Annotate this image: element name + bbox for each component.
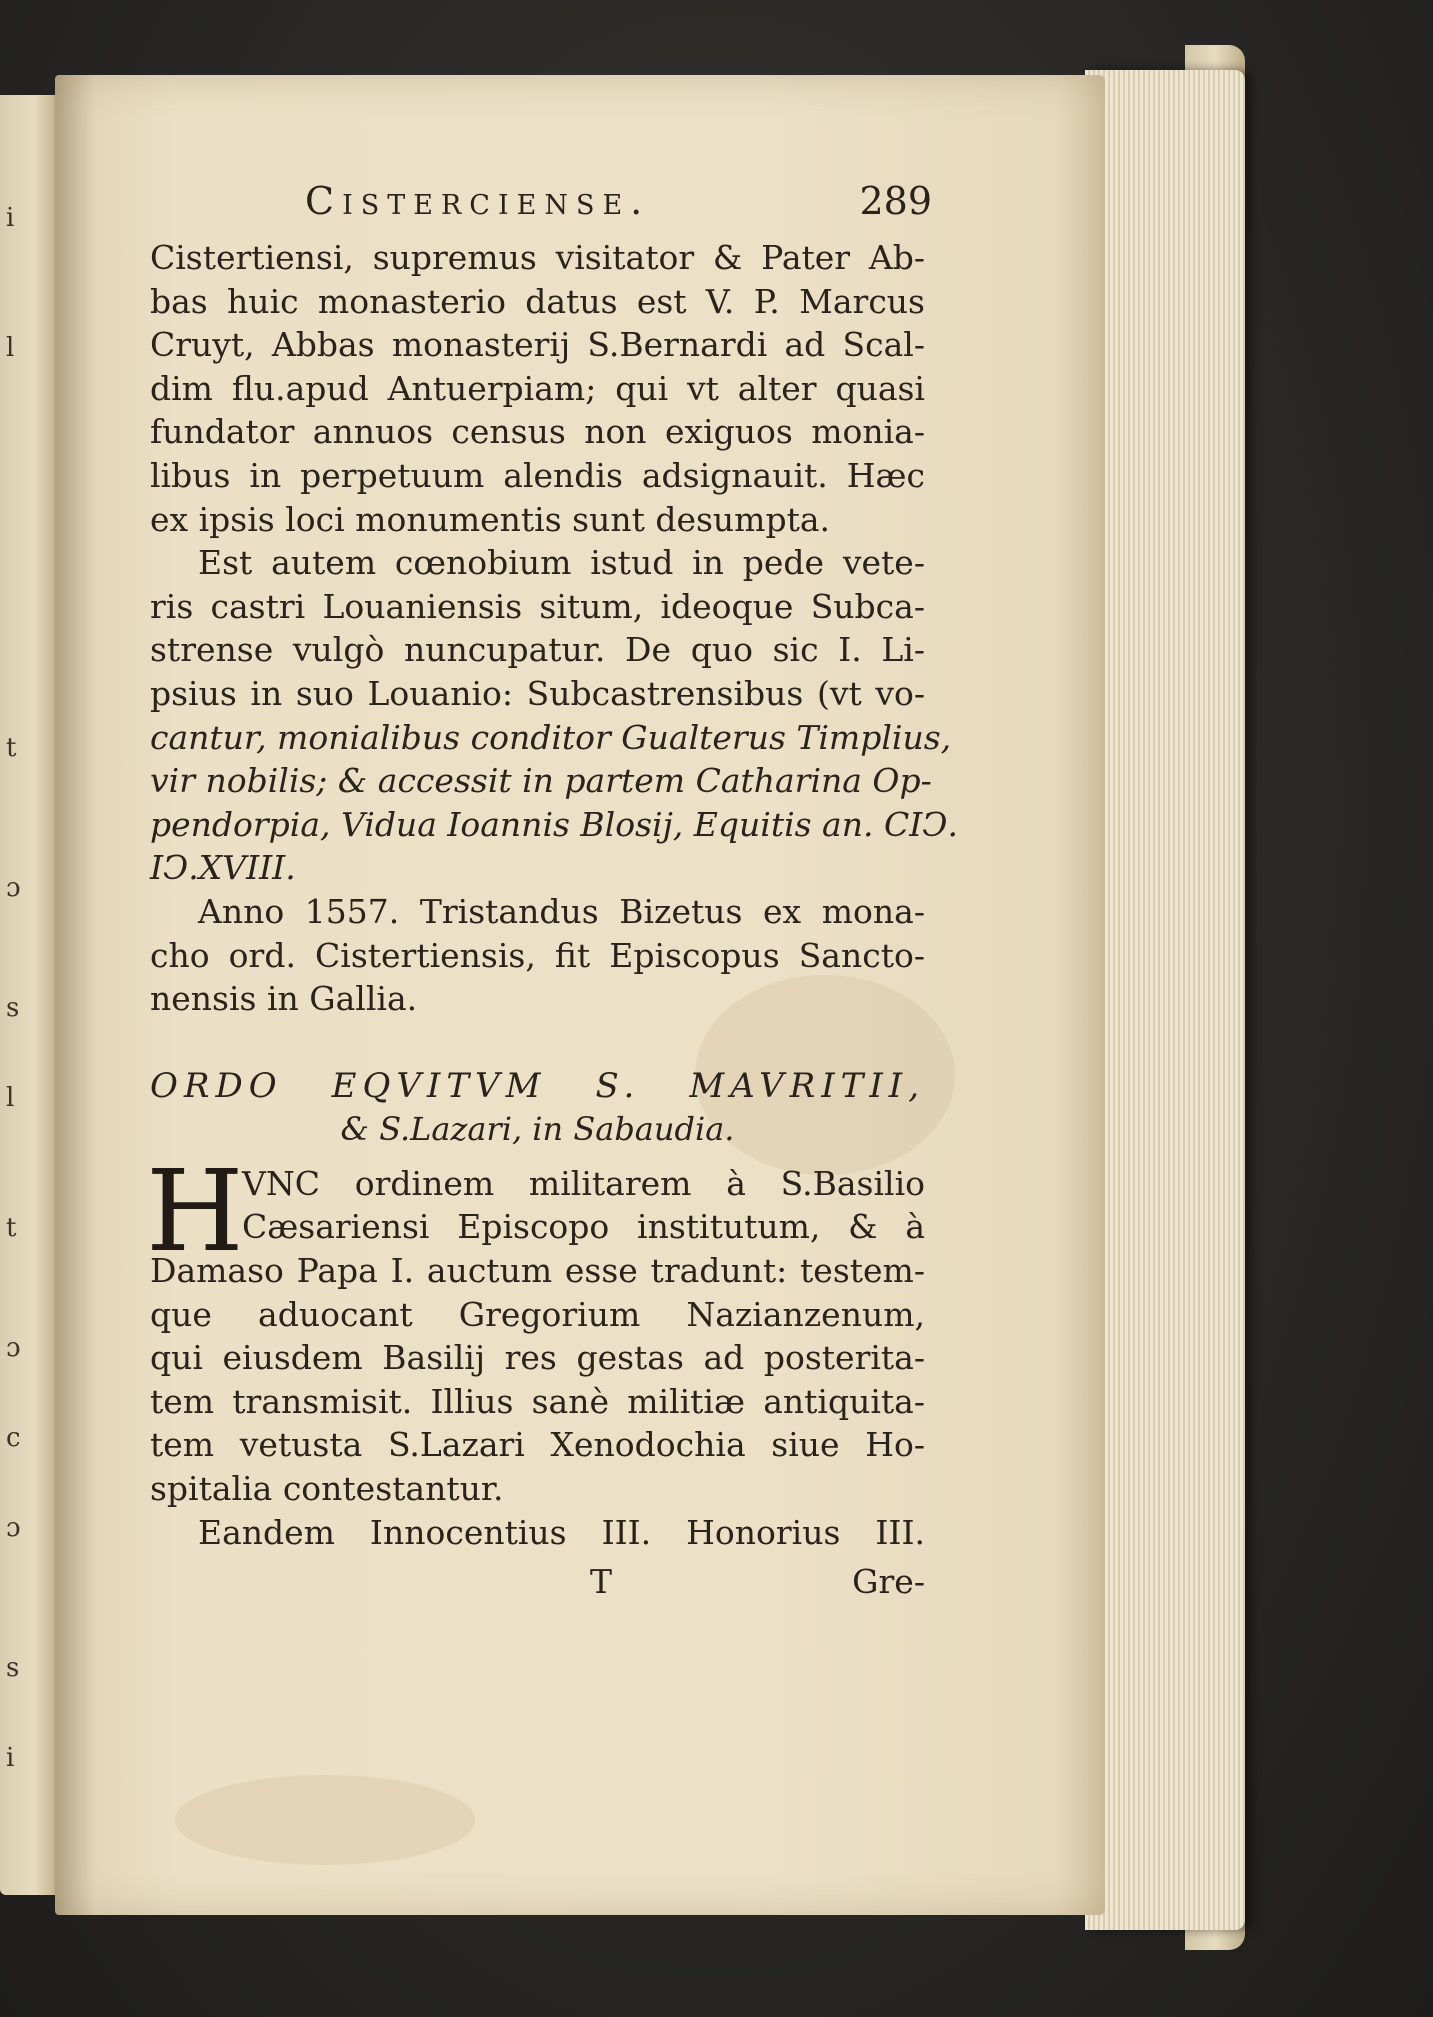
text-line: spitalia contestantur. (150, 1469, 504, 1509)
text-line: IↃ.XVIII. (150, 848, 296, 888)
section-spacer (150, 1021, 925, 1065)
margin-char: l (6, 1083, 15, 1113)
margin-char: ɔ (6, 1513, 21, 1543)
text-line: Est autem cœnobium istud in pede vete- (198, 543, 925, 583)
paper-stain (175, 1775, 475, 1865)
facing-page-edge (0, 95, 62, 1895)
text-line: Cæsariensi Episcopo institutum, & à (242, 1207, 925, 1247)
paragraph (146, 1146, 925, 1511)
text-line: VNC ordinem militarem à S.Basilio (242, 1163, 925, 1203)
signature-mark: T (590, 1562, 613, 1602)
text-line: qui eiusdem Basilij res gestas ad posterita- (150, 1338, 925, 1378)
text-line: nensis in Gallia. (150, 979, 418, 1019)
page-fore-edge (1085, 70, 1245, 1930)
section-heading (150, 1065, 925, 1152)
paragraph (150, 236, 925, 541)
text-line: Anno 1557. Tristandus Bizetus ex mona- (198, 891, 925, 931)
margin-char: l (6, 333, 15, 363)
text-line: Eandem Innocentius III. Honorius III. (198, 1512, 925, 1552)
running-head: Cisterciense. (305, 179, 651, 223)
margin-char: s (6, 993, 20, 1023)
text-line: Damaso Papa I. auctum esse tradunt: testem- (150, 1251, 925, 1291)
text-line: ris castri Louaniensis situm, ideoque Subca- (150, 586, 925, 626)
margin-char: s (6, 1653, 20, 1683)
text-line: tem transmisit. Illius sanè militiæ antiquita- (150, 1381, 925, 1421)
text-line: Cistertiensi, supremus visitator & Pater Ab- (150, 238, 925, 277)
margin-char: c (6, 1423, 21, 1453)
text-line: cantur, monialibus conditor Gualterus Timplius, (150, 717, 952, 757)
drop-capital: H (146, 1146, 244, 1277)
margin-char: i (6, 1743, 15, 1773)
section-subtitle: & S.Lazari, in Sabaudia. (340, 1110, 735, 1149)
text-line: pendorpia, Vidua Ioannis Blosij, Equitis an. CIↃ. (150, 804, 958, 844)
text-line: ex ipsis loci monumentis sunt desumpta. (150, 499, 831, 539)
text-line: psius in suo Louanio: Subcastrensibus (vt vo- (150, 673, 925, 713)
text-line: cho ord. Cistertiensis, fit Episcopus Sancto- (150, 935, 925, 975)
section-title: ORDO EQVITVM S. MAVRITII, (150, 1065, 925, 1106)
text-line: libus in perpetuum alendis adsignauit. Hæc (150, 455, 925, 495)
page-footer (150, 1560, 925, 1604)
text-line: dim flu.apud Antuerpiam; qui vt alter quasi (150, 368, 925, 408)
text-line: bas huic monasterio datus est V. P. Marcus (150, 281, 925, 321)
text-line: vir nobilis; & accessit in partem Catharina Op- (150, 761, 932, 801)
paragraph (150, 890, 925, 1021)
text-line: tem vetusta S.Lazari Xenodochia siue Ho- (150, 1425, 925, 1465)
margin-char: ɔ (6, 1333, 21, 1363)
margin-char: i (6, 203, 15, 233)
text-line: Cruyt, Abbas monasterij S.Bernardi ad Scal- (150, 325, 925, 365)
text-line: strense vulgò nuncupatur. De quo sic I. Li- (150, 630, 925, 670)
text-line: fundator annuos census non exiguos monia- (150, 412, 925, 452)
paragraph (150, 1511, 925, 1555)
paragraph (150, 541, 958, 890)
margin-char: t (6, 1213, 17, 1243)
margin-char: t (6, 733, 17, 763)
margin-char: ɔ (6, 873, 21, 903)
catchword: Gre- (852, 1562, 925, 1602)
page-number: 289 (859, 179, 932, 223)
text-line: que aduocant Gregorium Nazianzenum, (150, 1294, 925, 1334)
page-text (146, 179, 958, 1604)
book-page (55, 75, 1105, 1915)
page-header (150, 179, 932, 236)
